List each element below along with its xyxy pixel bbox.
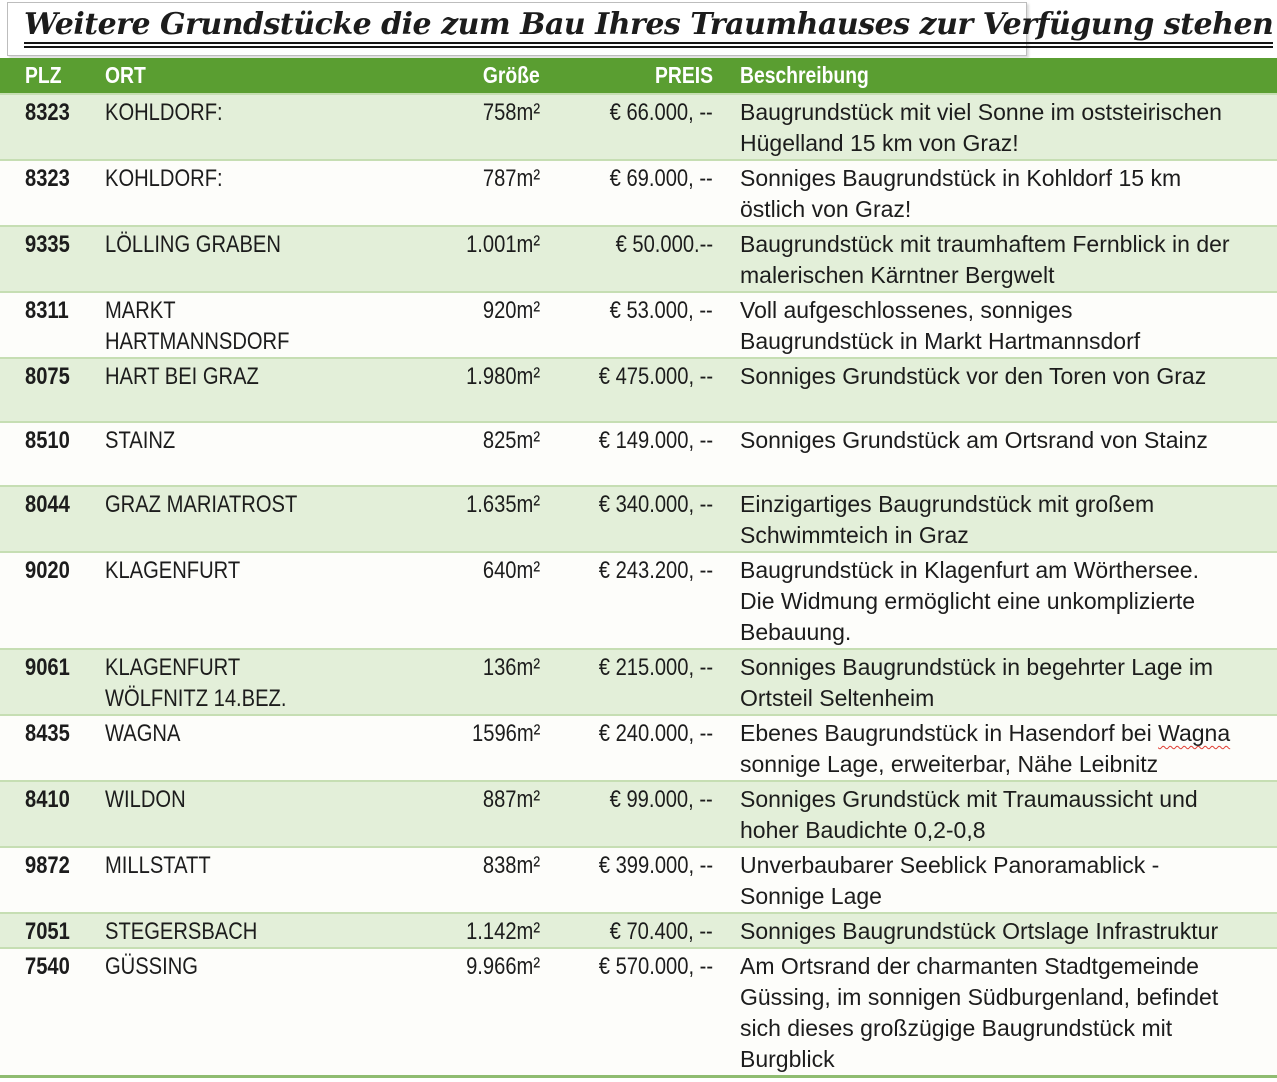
table-row xyxy=(0,847,1277,913)
table-row xyxy=(0,160,1277,226)
groesse-cell: 1596m² xyxy=(390,715,540,781)
beschreibung-cell: Baugrundstück in Klagenfurt am Wörthersee. Die Widmung ermöglicht eine unkomplizierte Bebauung. xyxy=(713,552,1277,649)
beschreibung-cell: Sonniges Grundstück am Ortsrand von Stainz xyxy=(713,422,1277,486)
groesse-cell: 1.980m² xyxy=(390,358,540,422)
preis-cell: € 50.000.-- xyxy=(540,226,713,292)
preis-cell: € 53.000, -- xyxy=(540,292,713,358)
beschreibung-cell: Sonniges Baugrundstück Ortslage Infrastruktur xyxy=(713,913,1277,948)
table-row xyxy=(0,358,1277,422)
groesse-cell: 758m² xyxy=(390,94,540,160)
ort-cell: WAGNA xyxy=(100,715,390,781)
page-title-box xyxy=(7,2,1274,56)
ort-cell: KOHLDORF: xyxy=(100,160,390,226)
ort-cell: GÜSSING xyxy=(100,948,390,1077)
groesse-cell: 9.966m² xyxy=(390,948,540,1077)
plz-cell: 9335 xyxy=(0,226,100,292)
table-row xyxy=(0,781,1277,847)
preis-cell: € 475.000, -- xyxy=(540,358,713,422)
beschreibung-cell: Sonniges Baugrundstück in begehrter Lage im Ortsteil Seltenheim xyxy=(713,649,1277,715)
column-header-ort: ORT xyxy=(100,58,390,94)
table-row xyxy=(0,649,1277,715)
table-row xyxy=(0,715,1277,781)
groesse-cell: 640m² xyxy=(390,552,540,649)
ort-cell: WILDON xyxy=(100,781,390,847)
plz-cell: 8510 xyxy=(0,422,100,486)
ort-cell: MARKT HARTMANNSDORF xyxy=(100,292,390,358)
beschreibung-cell: Unverbaubarer Seeblick Panoramablick - Sonnige Lage xyxy=(713,847,1277,913)
preis-cell: € 340.000, -- xyxy=(540,486,713,552)
ort-cell: KLAGENFURT WÖLFNITZ 14.BEZ. xyxy=(100,649,390,715)
column-header-groesse: Größe xyxy=(390,58,540,94)
plz-cell: 8410 xyxy=(0,781,100,847)
ort-cell: STAINZ xyxy=(100,422,390,486)
page-title: Weitere Grundstücke die zum Bau Ihres Traumhauses zur Verfügung stehen xyxy=(24,7,1273,48)
table-row xyxy=(0,552,1277,649)
preis-cell: € 570.000, -- xyxy=(540,948,713,1077)
plz-cell: 8075 xyxy=(0,358,100,422)
beschreibung-cell: Sonniges Grundstück vor den Toren von Graz xyxy=(713,358,1277,422)
groesse-cell: 887m² xyxy=(390,781,540,847)
plz-cell: 9872 xyxy=(0,847,100,913)
beschreibung-cell: Baugrundstück mit traumhaftem Fernblick in der malerischen Kärntner Bergwelt xyxy=(713,226,1277,292)
plz-cell: 8323 xyxy=(0,94,100,160)
table-row xyxy=(0,94,1277,160)
table-row xyxy=(0,226,1277,292)
preis-cell: € 70.400, -- xyxy=(540,913,713,948)
column-header-plz: PLZ xyxy=(0,58,100,94)
ort-cell: GRAZ MARIATROST xyxy=(100,486,390,552)
groesse-cell: 920m² xyxy=(390,292,540,358)
beschreibung-cell: Am Ortsrand der charmanten Stadtgemeinde Güssing, im sonnigen Südburgenland, befindet sich dieses großzügige Baugrundstück mit Burgblick xyxy=(713,948,1277,1077)
preis-cell: € 66.000, -- xyxy=(540,94,713,160)
groesse-cell: 787m² xyxy=(390,160,540,226)
preis-cell: € 240.000, -- xyxy=(540,715,713,781)
table-body xyxy=(0,94,1277,1077)
preis-cell: € 149.000, -- xyxy=(540,422,713,486)
plz-cell: 7051 xyxy=(0,913,100,948)
plz-cell: 9020 xyxy=(0,552,100,649)
plz-cell: 7540 xyxy=(0,948,100,1077)
plz-cell: 8435 xyxy=(0,715,100,781)
table-row xyxy=(0,948,1277,1077)
table-row xyxy=(0,422,1277,486)
beschreibung-cell: Sonniges Baugrundstück in Kohldorf 15 km östlich von Graz! xyxy=(713,160,1277,226)
ort-cell: STEGERSBACH xyxy=(100,913,390,948)
groesse-cell: 1.142m² xyxy=(390,913,540,948)
groesse-cell: 838m² xyxy=(390,847,540,913)
plz-cell: 8044 xyxy=(0,486,100,552)
beschreibung-cell: Einzigartiges Baugrundstück mit großem Schwimmteich in Graz xyxy=(713,486,1277,552)
properties-table xyxy=(0,58,1277,1078)
plz-cell: 8323 xyxy=(0,160,100,226)
ort-cell: KLAGENFURT xyxy=(100,552,390,649)
beschreibung-cell: Sonniges Grundstück mit Traumaussicht und hoher Baudichte 0,2-0,8 xyxy=(713,781,1277,847)
beschreibung-cell: Baugrundstück mit viel Sonne im oststeirischen Hügelland 15 km von Graz! xyxy=(713,94,1277,160)
ort-cell: HART BEI GRAZ xyxy=(100,358,390,422)
preis-cell: € 243.200, -- xyxy=(540,552,713,649)
preis-cell: € 69.000, -- xyxy=(540,160,713,226)
beschreibung-cell: Voll aufgeschlossenes, sonniges Baugrundstück in Markt Hartmannsdorf xyxy=(713,292,1277,358)
table-row xyxy=(0,486,1277,552)
ort-cell: KOHLDORF: xyxy=(100,94,390,160)
column-header-preis: PREIS xyxy=(540,58,713,94)
column-header-beschreibung: Beschreibung xyxy=(713,58,1277,94)
table-header-row xyxy=(0,58,1277,94)
groesse-cell: 825m² xyxy=(390,422,540,486)
table-row xyxy=(0,292,1277,358)
preis-cell: € 99.000, -- xyxy=(540,781,713,847)
ort-cell: LÖLLING GRABEN xyxy=(100,226,390,292)
groesse-cell: 1.001m² xyxy=(390,226,540,292)
plz-cell: 8311 xyxy=(0,292,100,358)
preis-cell: € 399.000, -- xyxy=(540,847,713,913)
groesse-cell: 136m² xyxy=(390,649,540,715)
beschreibung-cell: Ebenes Baugrundstück in Hasendorf bei Wagna sonnige Lage, erweiterbar, Nähe Leibnitz xyxy=(713,715,1277,781)
preis-cell: € 215.000, -- xyxy=(540,649,713,715)
plz-cell: 9061 xyxy=(0,649,100,715)
groesse-cell: 1.635m² xyxy=(390,486,540,552)
table-row xyxy=(0,913,1277,948)
table-header xyxy=(0,58,1277,94)
spellcheck-underline: Wagna xyxy=(1158,720,1231,746)
ort-cell: MILLSTATT xyxy=(100,847,390,913)
